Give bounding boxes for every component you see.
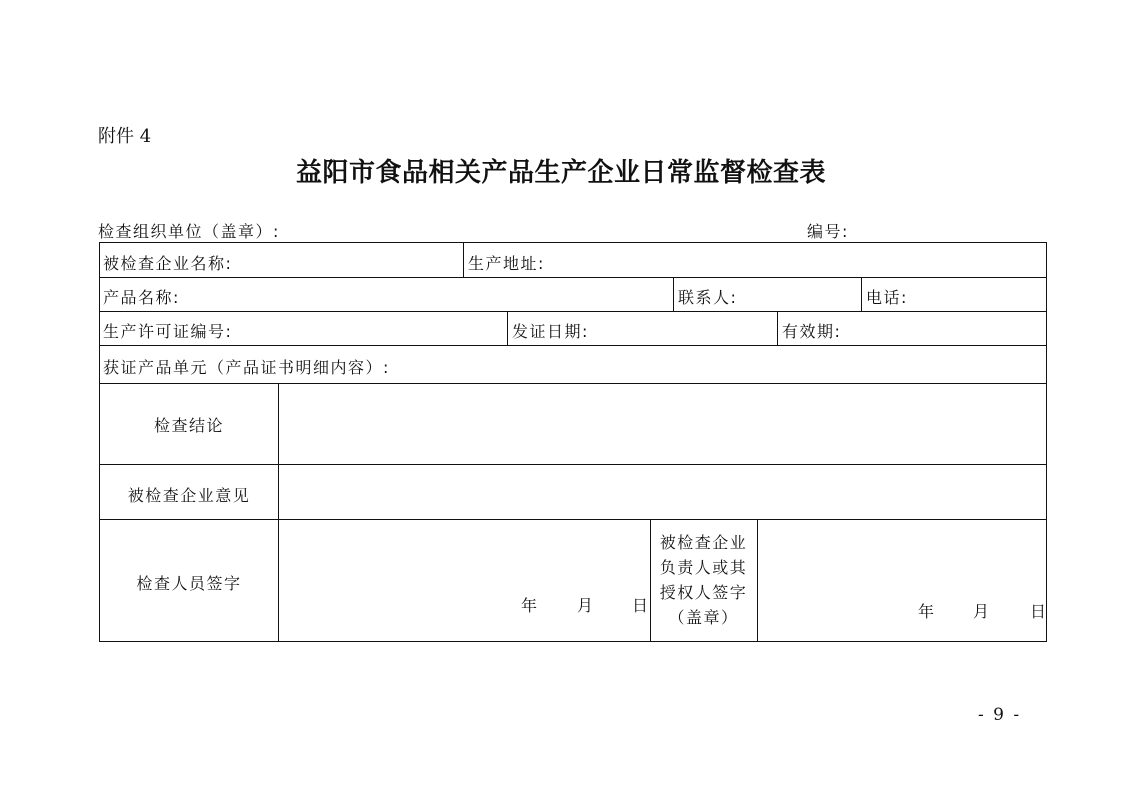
issue-date-field[interactable]: 发证日期:: [512, 322, 589, 341]
production-address-field[interactable]: 生产地址:: [468, 254, 545, 273]
inspection-conclusion-label: 检查结论: [153, 416, 224, 435]
inspection-form-table: [99, 242, 1047, 642]
company-name-field[interactable]: 被检查企业名称:: [103, 254, 233, 273]
company-responsible-signature-field[interactable]: [759, 521, 1047, 639]
inspector-date-day: 日: [632, 596, 649, 615]
contact-person-field[interactable]: 联系人:: [678, 288, 738, 307]
phone-field[interactable]: 电话:: [866, 288, 908, 307]
company-date-day: 日: [1030, 602, 1047, 621]
inspector-date-month: 月: [577, 596, 594, 615]
signature-label-line: 负责人或其: [659, 558, 748, 577]
company-opinion-label: 被检查企业意见: [127, 486, 251, 505]
column-divider: [463, 243, 464, 277]
serial-number-label: 编号:: [807, 222, 849, 241]
column-divider: [278, 383, 279, 641]
company-date-month: 月: [973, 602, 990, 621]
company-opinion-field[interactable]: [280, 466, 1044, 518]
certified-product-unit-field[interactable]: 获证产品单元（产品证书明细内容）:: [103, 358, 390, 377]
row-divider: [100, 345, 1046, 346]
column-divider: [673, 277, 674, 311]
org-unit-label: 检查组织单位（盖章）:: [98, 222, 280, 241]
inspection-conclusion-field[interactable]: [280, 385, 1044, 463]
inspector-signature-field[interactable]: [280, 521, 649, 639]
attachment-label: 附件 4: [98, 126, 152, 147]
company-responsible-signature-label: [650, 530, 757, 630]
row-divider: [100, 277, 1046, 278]
column-divider: [757, 519, 758, 641]
product-name-field[interactable]: 产品名称:: [103, 288, 180, 307]
page-number: - 9 -: [978, 705, 1022, 725]
row-divider: [100, 519, 1046, 520]
row-divider: [100, 311, 1046, 312]
row-divider: [100, 464, 1046, 465]
page-title: 益阳市食品相关产品生产企业日常监督检查表: [295, 158, 826, 188]
validity-field[interactable]: 有效期:: [782, 322, 842, 341]
signature-label-line: 被检查企业: [659, 533, 748, 552]
license-number-field[interactable]: 生产许可证编号:: [103, 322, 233, 341]
signature-label-line: 授权人签字: [659, 583, 748, 602]
column-divider: [507, 311, 508, 345]
signature-label-line: （盖章）: [668, 608, 739, 627]
inspector-signature-label: 检查人员签字: [136, 574, 242, 593]
row-divider: [100, 383, 1046, 384]
column-divider: [777, 311, 778, 345]
inspector-date-year: 年: [521, 596, 538, 615]
company-date-year: 年: [918, 602, 935, 621]
column-divider: [861, 277, 862, 311]
